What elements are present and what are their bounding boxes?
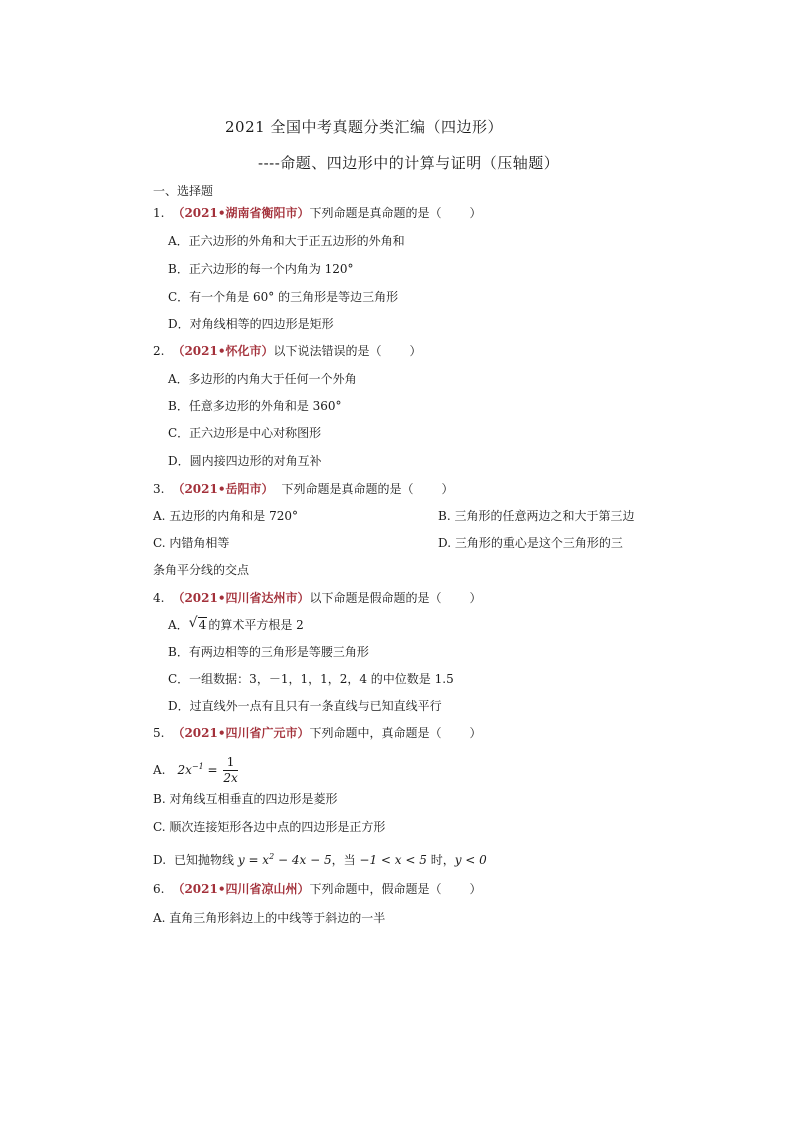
option-5d — [153, 849, 487, 868]
question-source: （2021•四川省达州市） — [172, 591, 310, 605]
question-close: ） — [469, 726, 482, 740]
question-stem: 下列命题中，假命题是（ — [309, 882, 442, 896]
option-3a: A. 五边形的内角和是 720° — [153, 509, 299, 523]
fraction-numerator: 1 — [223, 755, 237, 771]
math-exponent: 2 — [269, 852, 275, 861]
section-heading: 一、选择题 — [153, 184, 214, 198]
document-title: 2021 全国中考真题分类汇编（四边形） — [225, 118, 503, 136]
option-2b: B．任意多边形的外角和是 360° — [168, 399, 342, 413]
question-source: （2021•怀化市） — [172, 344, 274, 358]
question-3 — [153, 481, 454, 497]
math-condition: y < 0 — [454, 853, 487, 867]
option-3d: D. 三角形的重心是这个三角形的三 — [438, 536, 623, 550]
option-2d: D．圆内接四边形的对角互补 — [168, 454, 322, 468]
question-4 — [153, 590, 482, 606]
option-1c: C．有一个角是 60° 的三角形是等边三角形 — [168, 290, 399, 304]
math-expression: − 4x − 5 — [274, 853, 332, 867]
option-4a — [168, 617, 304, 633]
option-1a: A．正六边形的外角和大于正五边形的外角和 — [168, 234, 405, 248]
question-close: ） — [441, 482, 454, 496]
option-2c: C．正六边形是中心对称图形 — [168, 426, 322, 440]
question-1 — [153, 205, 482, 221]
option-6a: A. 直角三角形斜边上的中线等于斜边的一半 — [153, 911, 386, 925]
option-text: 时， — [426, 853, 455, 867]
option-text: 已知抛物线 — [174, 853, 238, 867]
question-source: （2021•湖南省衡阳市） — [172, 206, 310, 220]
question-stem: 下列命题是真命题的是（ — [309, 206, 442, 220]
option-4d: D．过直线外一点有且只有一条直线与已知直线平行 — [168, 699, 442, 713]
question-6 — [153, 881, 482, 897]
option-text: ，当 — [331, 853, 360, 867]
question-close: ） — [469, 882, 482, 896]
question-source: （2021•四川省广元市） — [172, 726, 310, 740]
question-2 — [153, 343, 422, 359]
option-label: A． — [168, 618, 189, 632]
option-3c: C. 内错角相等 — [153, 536, 230, 550]
question-close: ） — [469, 591, 482, 605]
option-5a — [153, 752, 238, 786]
option-2a: A．多边形的内角大于任何一个外角 — [168, 372, 357, 386]
math-equals: = — [203, 763, 222, 777]
option-1d: D．对角线相等的四边形是矩形 — [168, 317, 334, 331]
option-label: D. — [153, 853, 167, 867]
option-4c: C．一组数据：3，－1，1，1，2，4 的中位数是 1.5 — [168, 672, 454, 686]
option-3b: B. 三角形的任意两边之和大于第三边 — [438, 509, 635, 523]
option-1b: B．正六边形的每一个内角为 120° — [168, 262, 354, 276]
question-number: 6. — [153, 882, 165, 896]
option-3d-continued: 条角平分线的交点 — [153, 563, 250, 577]
question-stem: 下列命题中，真命题是（ — [309, 726, 442, 740]
fraction — [223, 755, 237, 786]
question-stem: 以下命题是假命题的是（ — [309, 591, 442, 605]
option-text: 的算术平方根是 2 — [208, 618, 304, 632]
question-stem: 以下说法错误的是（ — [273, 344, 382, 358]
question-close: ） — [409, 344, 422, 358]
option-5b: B. 对角线互相垂直的四边形是菱形 — [153, 792, 338, 806]
option-4b: B．有两边相等的三角形是等腰三角形 — [168, 645, 369, 659]
question-stem: 下列命题是真命题的是（ — [281, 482, 414, 496]
document-subtitle: ----命题、四边形中的计算与证明（压轴题） — [258, 154, 560, 172]
math-lhs: 2x — [177, 763, 192, 777]
math-exponent: −1 — [191, 762, 204, 771]
question-number: 2. — [153, 344, 165, 358]
question-number: 5. — [153, 726, 165, 740]
math-condition: −1 < x < 5 — [359, 853, 427, 867]
question-number: 3. — [153, 482, 165, 496]
option-5c: C. 顺次连接矩形各边中点的四边形是正方形 — [153, 820, 386, 834]
question-source: （2021•四川省凉山州） — [172, 882, 310, 896]
fraction-denominator: 2x — [223, 771, 238, 785]
radicand: 4 — [198, 618, 207, 632]
question-source: （2021•岳阳市） — [172, 482, 274, 496]
question-close: ） — [469, 206, 482, 220]
math-expression: y = x — [237, 853, 270, 867]
question-5 — [153, 725, 482, 741]
question-number: 1. — [153, 206, 165, 220]
option-label: A. — [153, 763, 166, 777]
question-number: 4. — [153, 591, 165, 605]
square-root-symbol — [189, 617, 208, 633]
